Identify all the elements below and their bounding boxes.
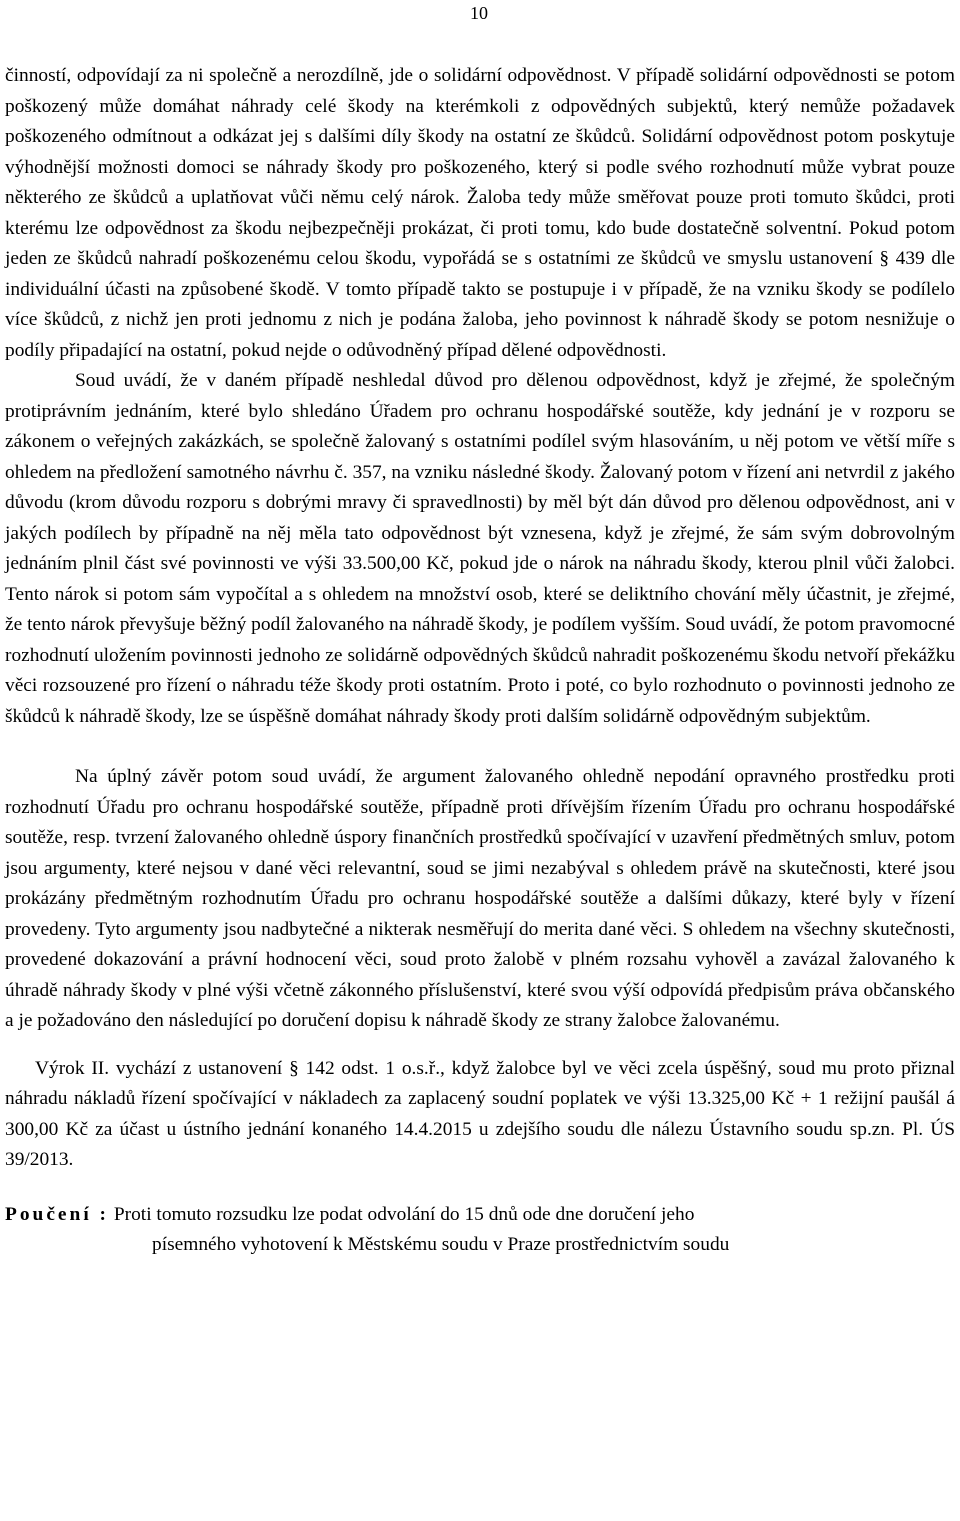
paragraph-conclusion: Na úplný závěr potom soud uvádí, že argument žalovaného ohledně nepodání opravného prostředku proti rozhodnutí Úřadu pro ochranu hospodářské soutěže, případně proti dřívějším řízením Úřadu pro ochranu hospodářské soutěže, resp. tvrzení žalovaného ohledně úspory finančních prostředků spočívající v uzavření předmětných smluv, potom jsou argumenty, které nejsou v dané věci relevantní, soud se jimi nezabýval s ohledem právě na skutečnosti, které jsou prokázány předmětným rozhodnutím Úřadu pro ochranu hospodářské soutěže a dalšími důkazy, které byly v řízení provedeny. Tyto argumenty jsou nadbytečné a nikterak nesměřují do merita dané věci. S ohledem na všechny skutečnosti, provedené dokazování a právní hodnocení věci, soud proto žalobě v plném rozsahu vyhověl a zavázal žalovaného k úhradě náhrady škody v plné výši včetně zákonného příslušenství, které svou výší odpovídá předpisům práva občanského a je požadováno den následující po doručení dopisu k náhradě škody ze strany žalobce žalovanému. <box>5 766 955 1031</box>
paragraph-solidary-liability: činností, odpovídají za ni společně a nerozdílně, jde o solidární odpovědnost. V případě solidární odpovědnosti se potom poškozený může domáhat náhrady celé škody na kterémkoli z odpovědných subjektů, který nemůže požadavek poškozeného odmítnout a odkázat jej s dalšími díly škody na ostatní ze škůdců. Solidární odpovědnost potom poskytuje výhodnější možnosti domoci se náhrady škody pro poškozeného, který si podle svého rozhodnutí může vybrat pouze některého ze škůdců a uplatňovat vůči němu celý nárok. Žaloba tedy může směřovat pouze proti tomuto škůdci, proti kterému lze odpovědnost za škodu nejbezpečněji prokázat, či proti tomu, kdo bude dostatečně solventní. Pokud potom jeden ze škůdců nahradí poškozenému celou škodu, vypořádá se s ostatními ze škůdců ve smyslu ustanovení § 439 dle individuální účasti na způsobené škodě. V tomto případě takto se postupuje i v případě, že na vzniku škody se podílelo více škůdců, z nichž jen proti jednomu z nich je podána žaloba, jeho povinnost k náhradě škody se potom nesnižuje o podíly připadající na ostatní, pokud nejde o odůvodněný případ dělené odpovědnosti. <box>5 65 955 361</box>
appeal-instruction <box>5 1200 955 1261</box>
instruction-line-1: Proti tomuto rozsudku lze podat odvolání do 15 dnů ode dne doručení jeho <box>113 1203 695 1225</box>
page-number: 10 <box>470 3 488 23</box>
paragraph-verdict-costs: Výrok II. vychází z ustanovení § 142 odst. 1 o.s.ř., když žalobce byl ve věci zcela úspěšný, soud mu proto přiznal náhradu nákladů řízení spočívající v nákladech za zaplacený soudní poplatek ve výši 13.325,00 Kč + 1 režijní paušál á 300,00 Kč za účast u ústního jednání konaného 14.4.2015 u zdejšího soudu dle nálezu Ústavního soudu sp.zn. Pl. ÚS 39/2013. <box>5 1057 955 1170</box>
paragraph-court-reasoning: Soud uvádí, že v daném případě neshledal důvod pro dělenou odpovědnost, když je zřejmé, že společným protiprávním jednáním, které bylo shledáno Úřadem pro ochranu hospodářské soutěže, kdy jednání je v rozporu se zákonem o veřejných zakázkách, se společně žalovaný s ostatními podílel svým hlasováním, u něj potom ve větší míře s ohledem na předložení samotného návrhu č. 357, na vzniku následné škody. Žalovaný potom v řízení ani netvrdil z jakého důvodu (krom důvodu rozporu s dobrými mravy či spravedlnosti) by měl být dán důvod pro dělenou odpovědnost, ani v jakých podílech by případně na něj měla tato odpovědnost být vznesena, když je zřejmé, že sám svým dobrovolným jednáním plnil část své povinnosti ve výši 33.500,00 Kč, pokud jde o nárok na náhradu škody, kterou plnil vůči žalobci. Tento nárok si potom sám vypočítal a s ohledem na množství osob, které se deliktního chování měly účastnit, je zřejmé, že tento nárok převyšuje běžný podíl žalovaného na náhradě škody, je podílem vyšším. Soud uvádí, že potom pravomocné rozhodnutí uložením povinnosti jednoho ze solidárně odpovědných škůdců nahradit poškozenému škodu netvoří překážku věci rozsouzené pro řízení o náhradu téže škody proti ostatním. Proto i poté, co bylo rozhodnuto o povinnosti jednoho ze škůdců k náhradě škody, lze se úspěšně domáhat náhrady škody proti dalším solidárně odpovědným subjektům. <box>5 370 955 727</box>
document-body <box>5 61 955 1261</box>
instruction-label: Poučení : <box>5 1203 110 1225</box>
instruction-line-2: písemného vyhotovení k Městskému soudu v Praze prostřednictvím soudu <box>152 1234 730 1255</box>
